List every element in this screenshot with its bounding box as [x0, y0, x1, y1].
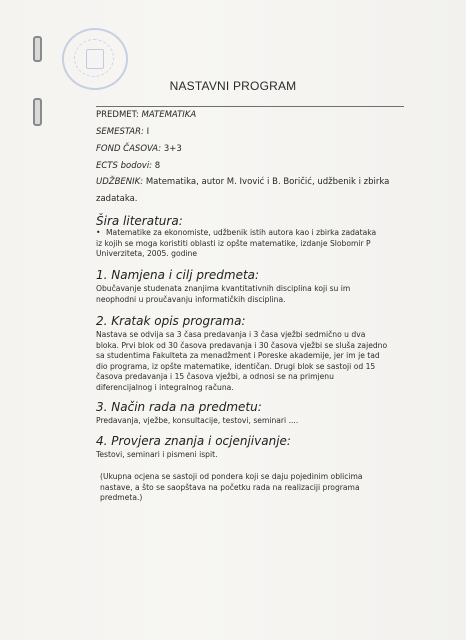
- fond-value: 3+3: [163, 144, 182, 154]
- grading-note: [100, 472, 418, 504]
- text-line: bloka. Prvi blok od 30 časova predavanja i 30 časova vježbi se sluša zajedno: [96, 340, 388, 350]
- ects-value: 8: [154, 161, 161, 171]
- section-body-nacin-rada: [96, 416, 414, 427]
- text-line: (Ukupna ocjena se sastoji od pondera koji se daju pojedinim oblicima: [100, 472, 363, 481]
- text-line: dio programa, iz opšte matematike, identičan. Drugi blok se sastoji od 15: [96, 361, 376, 371]
- section-body-namjena: [96, 284, 414, 305]
- text-line: Matematike za ekonomiste, udžbenik istih autora kao i zbirka zadataka: [106, 228, 377, 237]
- semestar-label: SEMESTAR:: [96, 127, 144, 137]
- sira-literatura-continuation: [96, 239, 414, 260]
- sira-literatura-item: [106, 228, 418, 239]
- section-body-provjera: [96, 450, 414, 461]
- text-line: iz kojih se moga koristiti oblasti iz opšte matematike, izdanje Slobomir P: [96, 238, 371, 248]
- fond-row: [96, 144, 182, 154]
- text-line: Univerziteta, 2005. godine: [96, 249, 198, 259]
- stamp-emblem: [86, 49, 104, 69]
- semestar-value: I: [146, 127, 150, 137]
- binder-clip-bottom: [33, 98, 42, 126]
- udzbenik-label: UDŽBENIK:: [96, 177, 144, 187]
- text-line: Nastava se odvija sa 3 časa predavanja i 3 časa vježbi sedmično u dva: [96, 330, 366, 339]
- predmet-row: [96, 110, 196, 120]
- title-divider: [96, 106, 404, 107]
- ects-row: [96, 161, 160, 171]
- udzbenik-row: [96, 177, 389, 187]
- semestar-row: [96, 127, 149, 137]
- section-heading-namjena: 1. Namjena i cilj predmeta:: [96, 268, 260, 282]
- text-line: sa studentima Fakulteta za menadžment i Poreske akademije, jer im je tad: [96, 351, 380, 361]
- udzbenik-continuation: zadataka.: [96, 194, 138, 204]
- ects-label: ECTS bodovi:: [96, 161, 153, 171]
- text-line: Testovi, seminari i pismeni ispit.: [96, 450, 218, 459]
- text-line: nastave, a što se saopštava na početku rada na realizaciji programa: [100, 482, 360, 492]
- text-line: Obučavanje studenata znanjima kvantitativnih disciplina koji su im: [96, 284, 351, 293]
- section-heading-nacin-rada: 3. Način rada na predmetu:: [96, 400, 262, 414]
- text-line: predmeta.): [100, 493, 143, 503]
- text-line: Predavanja, vježbe, konsultacije, testovi, seminari ....: [96, 416, 299, 425]
- page-title: NASTAVNI PROGRAM: [169, 79, 297, 93]
- sira-literatura-heading: Šira literatura:: [96, 214, 183, 228]
- fond-label: FOND ČASOVA:: [96, 144, 162, 154]
- bullet-icon: •: [96, 228, 101, 237]
- text-line: diferencijalnog i integralnog računa.: [96, 382, 234, 392]
- udzbenik-value: Matematika, autor M. Ivović i B. Boričić, udžbenik i zbirka: [145, 177, 390, 187]
- section-heading-provjera: 4. Provjera znanja i ocjenjivanje:: [96, 434, 291, 448]
- text-line: neophodni u proučavanju informatičkih disciplina.: [96, 294, 286, 304]
- section-body-opis: [96, 330, 414, 394]
- section-heading-opis: 2. Kratak opis programa:: [96, 314, 246, 328]
- binder-clip-top: [33, 36, 42, 62]
- text-line: časova predavanja i 15 časova vježbi, a odnosi se na primjenu: [96, 372, 334, 382]
- predmet-value: MATEMATIKA: [141, 110, 197, 120]
- predmet-label: PREDMET:: [96, 110, 139, 120]
